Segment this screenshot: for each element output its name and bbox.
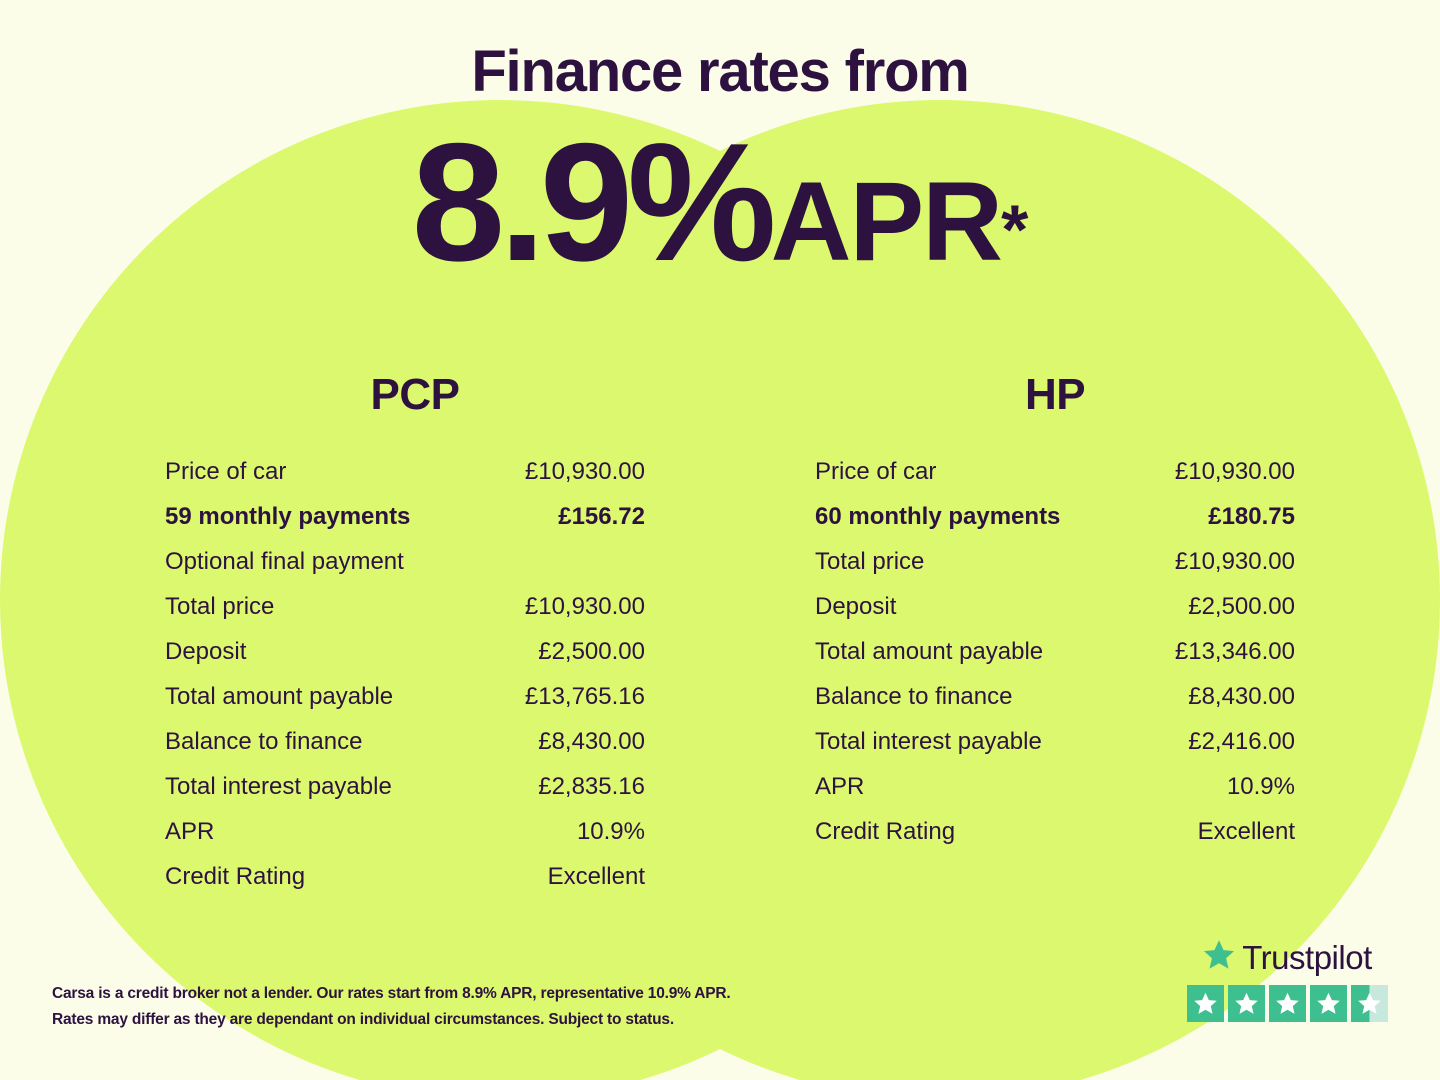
table-row	[165, 585, 645, 630]
finance-column-hp	[815, 370, 1315, 855]
row-label: Optional final payment	[165, 548, 404, 575]
table-row	[165, 765, 645, 810]
row-label: Total interest payable	[165, 773, 392, 800]
disclaimer-line-2: Rates may differ as they are dependant on individual circumstances. Subject to status.	[52, 1011, 674, 1029]
row-value: 10.9%	[1226, 773, 1295, 800]
trustpilot-badge[interactable]	[1182, 938, 1392, 1022]
trustpilot-wordmark: Trustpilot	[1242, 938, 1372, 976]
table-row	[815, 720, 1295, 765]
row-label: Total amount payable	[165, 683, 394, 710]
row-value: £8,430.00	[1188, 683, 1295, 710]
table-row	[815, 765, 1295, 810]
table-row	[165, 630, 645, 675]
disclaimer-text	[52, 981, 812, 1034]
row-label: Total amount payable	[815, 638, 1044, 665]
column-title-pcp: PCP	[370, 370, 460, 419]
row-value: £2,500.00	[538, 638, 645, 665]
table-row	[165, 540, 645, 585]
row-label: Deposit	[815, 593, 897, 620]
row-value: Excellent	[547, 863, 645, 890]
rating-star-4	[1310, 985, 1347, 1022]
page-title: Finance rates from	[471, 39, 969, 104]
row-value: £10,930.00	[1174, 548, 1295, 575]
rate-asterisk: *	[1001, 190, 1029, 269]
trustpilot-rating-stars	[1182, 985, 1392, 1022]
rating-star-5-half	[1351, 985, 1388, 1022]
rate-apr-label: APR	[770, 159, 1002, 284]
row-value: £10,930.00	[524, 593, 645, 620]
row-value: Excellent	[1197, 818, 1295, 845]
trustpilot-star-icon	[1202, 938, 1236, 977]
row-label: Total interest payable	[815, 728, 1042, 755]
row-label: Credit Rating	[815, 818, 956, 845]
table-row	[165, 450, 645, 495]
row-value: £2,835.16	[538, 773, 645, 800]
row-value: £2,500.00	[1188, 593, 1295, 620]
row-label: 59 monthly payments	[165, 503, 411, 530]
row-label: Total price	[815, 548, 925, 575]
table-row	[815, 675, 1295, 720]
row-value: £10,930.00	[524, 458, 645, 485]
row-label: APR	[815, 773, 865, 800]
row-value: £13,765.16	[524, 683, 645, 710]
row-label: Price of car	[165, 458, 287, 485]
table-row	[815, 585, 1295, 630]
table-row	[815, 495, 1295, 540]
table-row	[815, 810, 1295, 855]
table-row	[815, 450, 1295, 495]
rating-star-2	[1228, 985, 1265, 1022]
row-label: Price of car	[815, 458, 937, 485]
row-label: Credit Rating	[165, 863, 306, 890]
row-label: APR	[165, 818, 215, 845]
row-value: £10,930.00	[1174, 458, 1295, 485]
row-value: £2,416.00	[1188, 728, 1295, 755]
column-title-hp: HP	[1024, 370, 1086, 419]
row-value: £13,346.00	[1174, 638, 1295, 665]
rating-star-1	[1187, 985, 1224, 1022]
rate-number: 8.9%	[411, 108, 771, 296]
headline-rate	[0, 108, 1440, 296]
table-row	[815, 540, 1295, 585]
row-value: £180.75	[1208, 503, 1295, 530]
row-label: Deposit	[165, 638, 247, 665]
row-value: £156.72	[558, 503, 645, 530]
table-row	[165, 675, 645, 720]
row-value: 10.9%	[576, 818, 645, 845]
trustpilot-header	[1182, 938, 1392, 977]
table-row	[165, 855, 645, 900]
rating-star-3	[1269, 985, 1306, 1022]
table-row	[165, 495, 645, 540]
rates-table-pcp	[165, 450, 645, 900]
disclaimer-line-1: Carsa is a credit broker not a lender. Our rates start from 8.9% APR, representative 10.9% APR.	[52, 984, 731, 1002]
row-value: £8,430.00	[538, 728, 645, 755]
rates-table-hp	[815, 450, 1295, 855]
table-row	[165, 810, 645, 855]
row-label: Total price	[165, 593, 275, 620]
finance-column-pcp	[165, 370, 665, 900]
row-label: Balance to finance	[165, 728, 363, 755]
row-value	[487, 540, 645, 585]
row-label: Balance to finance	[815, 683, 1013, 710]
table-row	[165, 720, 645, 765]
table-row	[815, 630, 1295, 675]
row-label: 60 monthly payments	[815, 503, 1061, 530]
